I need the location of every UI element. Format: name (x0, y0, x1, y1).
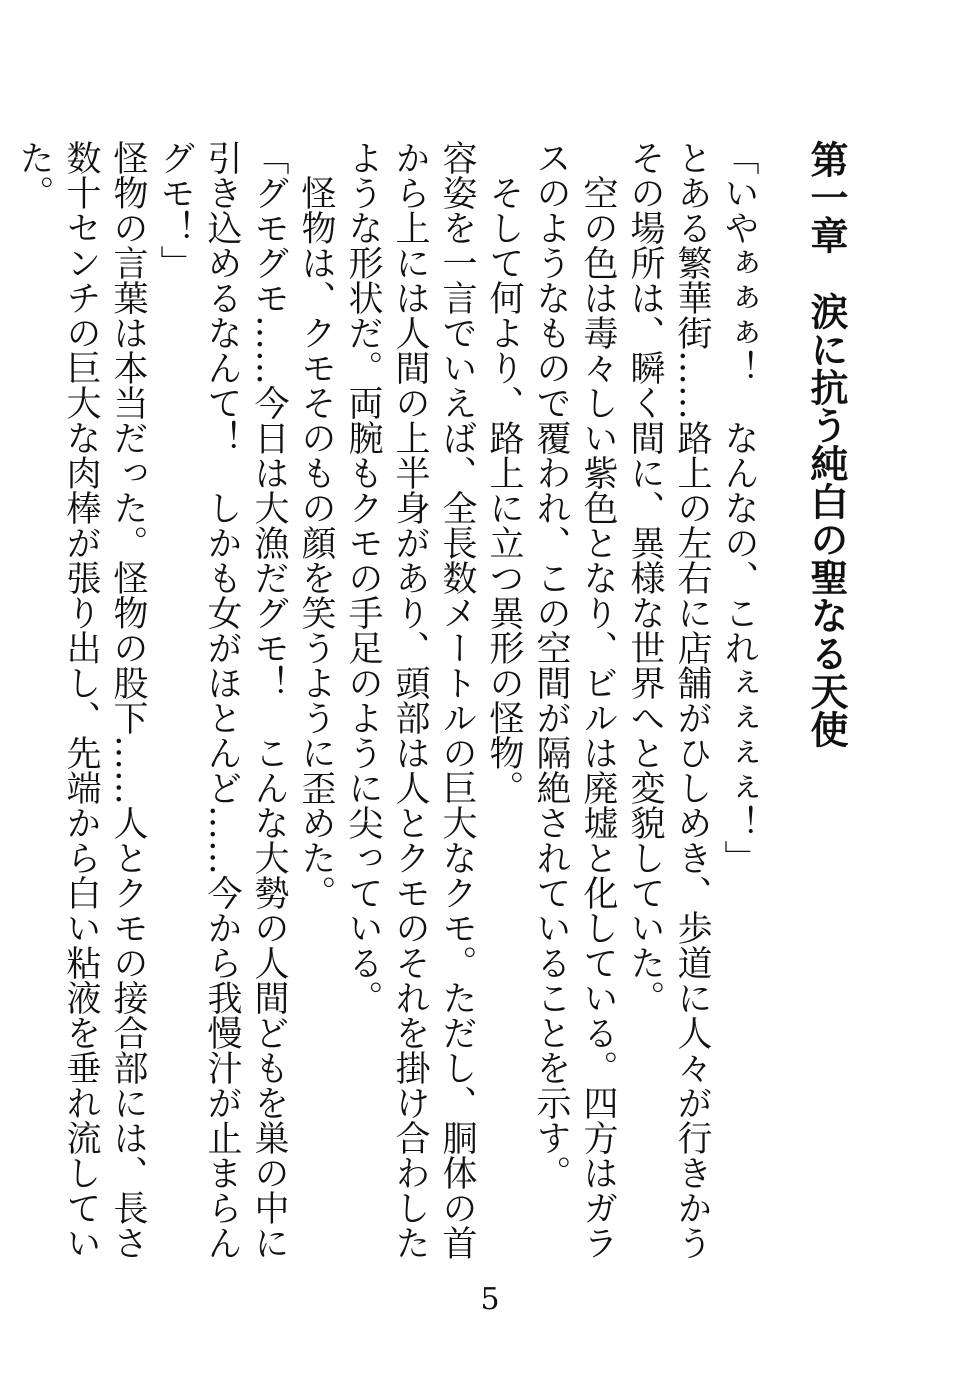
paragraph-6: 怪物は、クモそのもの顔を笑うように歪めた。 (296, 175, 336, 910)
page-number: 5 (480, 1282, 500, 1317)
paragraph-4: そして何より、路上に立つ異形の怪物。 (484, 175, 524, 805)
vertical-text-block (10, 140, 850, 1290)
paragraph-5: 容姿を一言でいえば、全長数メートルの巨大なクモ。ただし、胴体の首から上には人間の上半身があり、頭部は人とクモのそれを掛け合わしたような形状だ。両腕もクモの手足のように尖っている。 (343, 140, 477, 1260)
paragraph-1: 「いやぁぁぁ！ なんなの、これぇぇぇぇ！」 (719, 140, 759, 875)
paragraph-7: 「グモグモ……今日は大漁だグモ！ こんな大勢の人間どもを巣の中に引き込めるなんて！ しかも女がほとんど……今から我慢汁が止まらんグモ！」 (155, 140, 289, 1260)
paragraph-8: 怪物の言葉は本当だった。怪物の股下……人とクモの接合部には、長さ数十センチの巨大な肉棒が張り出し、先端から白い粘液を垂れ流していた。 (14, 140, 148, 1260)
paragraph-2: とある繁華街……路上の左右に店舗がひしめき、歩道に人々が行きかうその場所は、瞬く間に、異様な世界へと変貌していた。 (625, 140, 712, 1260)
paragraph-3: 空の色は毒々しい紫色となり、ビルは廃墟と化している。四方はガラスのようなもので覆われ、この空間が隔絶されていることを示す。 (531, 140, 618, 1260)
chapter-title: 第一章 涙に抗う純白の聖なる天使 (804, 140, 849, 748)
